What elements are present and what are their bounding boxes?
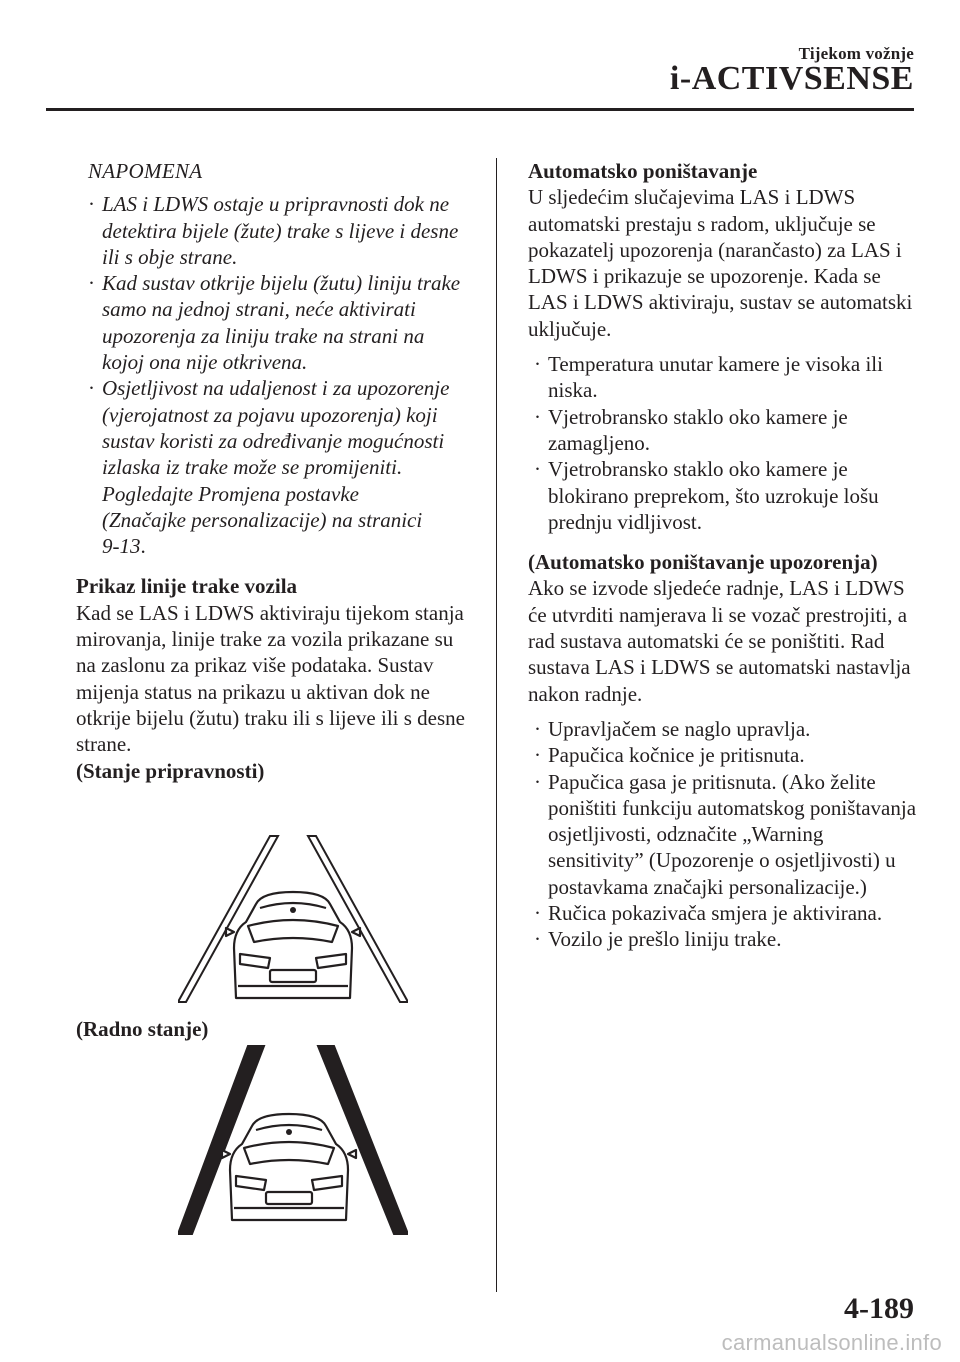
note-list xyxy=(76,191,470,559)
section-label: Tijekom vožnje xyxy=(798,44,914,63)
right-column xyxy=(528,158,918,953)
bullet-icon: · xyxy=(534,457,541,482)
lane-heading: Prikaz linije trake vozila xyxy=(76,574,298,599)
note-item: · Osjetljivost na udaljenost i za upozorenje (vjerojatnost za pojavu upozorenja) koji sustav koristi za određivanje mogućnosti izlaska iz trake može se promijeniti. Pogledajte Promjena postavke (Značajke personalizacije) na stranici 9-13. xyxy=(76,375,470,559)
page-number: 4-189 xyxy=(844,1292,914,1325)
bullet-icon: · xyxy=(534,927,541,952)
chapter-title: i-ACTIVSENSE xyxy=(669,60,914,97)
bullet-icon: · xyxy=(534,769,541,794)
warn-heading: (Automatsko poništavanje upozorenja) xyxy=(528,550,878,575)
note-heading: NAPOMENA xyxy=(88,159,203,183)
left-column xyxy=(76,158,470,784)
header-rule xyxy=(46,108,914,111)
bullet-icon: · xyxy=(534,352,541,377)
list-item: · Temperatura unutar kamere je visoka ili niska. xyxy=(534,352,883,403)
list-item: · Vjetrobransko staklo oko kamere je zamagljeno. xyxy=(534,404,848,455)
auto-list xyxy=(528,351,918,535)
warn-text: Ako se izvode sljedeće radnje, LAS i LDWS će utvrditi namjerava li se vozač prestrojiti, a rad sustava automatski će se poništiti. Rad sustava LAS i LDWS se automatski nastavlja nakon radnje. xyxy=(528,576,911,706)
list-item: · Vjetrobransko staklo oko kamere je blokirano preprekom, što uzrokuje lošu prednju vidljivost. xyxy=(534,457,879,534)
list-item: · Vozilo je prešlo liniju trake. xyxy=(534,927,782,952)
auto-text: U sljedećim slučajevima LAS i LDWS automatski prestaju s radom, uključuje se pokazatelj upozorenja (narančasto) za LAS i LDWS i prikazuje se upozorenje. Kada se LAS i LDWS aktiviraju, sustav se automatski uključuje. xyxy=(528,185,913,341)
bullet-icon: · xyxy=(534,716,541,741)
standby-label: (Stanje pripravnosti) xyxy=(76,758,265,783)
warn-list xyxy=(528,716,918,953)
bullet-icon: · xyxy=(534,743,541,768)
bullet-icon: · xyxy=(88,192,95,217)
bullet-icon: · xyxy=(534,404,541,429)
list-item: · Ručica pokazivača smjera je aktivirana. xyxy=(534,901,883,926)
page-reference-link[interactable]: 9-13 xyxy=(102,534,141,559)
list-item: · Papučica gasa je pritisnuta. (Ako želite poništiti funkciju automatskog poništavanja osjetljivosti, odznačite „Warning sensitivity” (Upozorenje o osjetljivosti) u postavkama značajki personalizacije.) xyxy=(534,769,917,899)
standby-lane-figure xyxy=(178,830,408,1010)
active-label-wrap xyxy=(76,1016,208,1042)
active-label: (Radno stanje) xyxy=(76,1017,209,1041)
note-item: · Kad sustav otkrije bijelu (žutu) liniju trake samo na jednoj strani, neće aktivirati upozorenja za liniju trake na strani na kojoj ona nije otkrivena. xyxy=(88,271,461,375)
list-item: · Upravljačem se naglo upravlja. xyxy=(534,716,811,741)
list-item: · Papučica kočnice je pritisnuta. xyxy=(534,743,805,768)
note-item: · LAS i LDWS ostaje u pripravnosti dok ne detektira bijele (žute) trake s lijeve i desne ili s obje strane. xyxy=(88,192,459,269)
auto-heading: Automatsko poništavanje xyxy=(528,159,758,183)
active-lane-figure xyxy=(178,1042,408,1238)
bullet-icon: · xyxy=(88,376,95,401)
watermark-link[interactable]: carmanualsonline.info xyxy=(721,1330,942,1355)
bullet-icon: · xyxy=(534,901,541,926)
column-divider xyxy=(496,158,497,1292)
note-reference: Pogledajte Promjena postavke (Značajke personalizacije) na stranici 9-13. xyxy=(102,481,423,559)
lane-text: Kad se LAS i LDWS aktiviraju tijekom stanja mirovanja, linije trake za vozila prikazane su na zaslonu za prikaz više podataka. Sustav mijenja status na prikazu u aktivan dok ne otkrije bijelu (žutu) traku ili s lijeve ili s desne strane. xyxy=(76,600,465,757)
bullet-icon: · xyxy=(88,271,95,296)
